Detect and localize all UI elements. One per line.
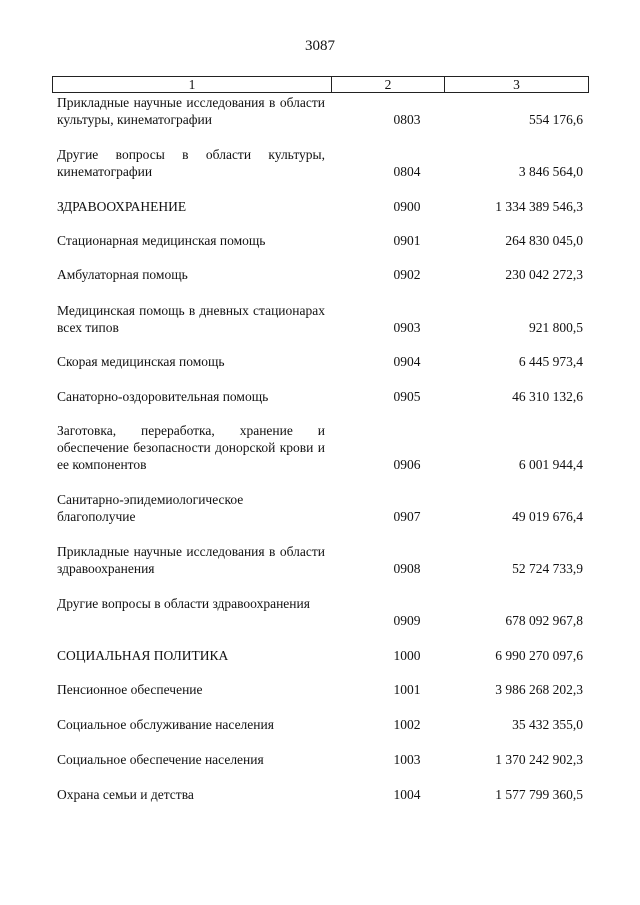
row-code: 1003 <box>393 752 421 767</box>
row-code: 0908 <box>393 561 421 576</box>
row-code: 0909 <box>393 613 421 628</box>
row-code: 0906 <box>393 457 421 472</box>
row-amount: 554 176,6 <box>529 112 583 127</box>
row-name: ЗДРАВООХРАНЕНИЕ <box>57 199 187 214</box>
row-amount: 1 577 799 360,5 <box>495 787 583 802</box>
row-amount: 264 830 045,0 <box>505 233 583 248</box>
row-amount: 35 432 355,0 <box>512 717 583 732</box>
header-col-3: 3 <box>513 77 520 92</box>
row-code: 1002 <box>393 717 421 732</box>
row-name: Другие вопросы в области культуры, кинематографии <box>57 147 325 179</box>
row-code: 0904 <box>393 354 421 369</box>
row-code: 0902 <box>393 267 421 282</box>
row-amount: 921 800,5 <box>529 320 583 335</box>
header-col-2: 2 <box>332 77 445 92</box>
row-amount: 1 334 389 546,3 <box>495 199 583 214</box>
row-code: 0900 <box>393 199 421 214</box>
row-code: 0903 <box>393 320 421 335</box>
row-code: 0905 <box>393 389 421 404</box>
row-name: Охрана семьи и детства <box>57 787 194 802</box>
row-name: Амбулаторная помощь <box>57 267 188 282</box>
row-code: 1000 <box>393 648 421 663</box>
header-col-1: 1 <box>53 77 332 92</box>
row-amount: 49 019 676,4 <box>512 509 583 524</box>
row-amount: 6 990 270 097,6 <box>495 648 583 663</box>
row-name: Прикладные научные исследования в области культуры, кинематографии <box>57 95 325 127</box>
row-name: Прикладные научные исследования в области здравоохранения <box>57 544 325 576</box>
row-amount: 678 092 967,8 <box>505 613 583 628</box>
row-code: 0804 <box>393 164 421 179</box>
row-name: Санаторно-оздоровительная помощь <box>57 389 269 404</box>
row-name: СОЦИАЛЬНАЯ ПОЛИТИКА <box>57 648 229 663</box>
row-name: Пенсионное обеспечение <box>57 682 203 697</box>
row-code: 0901 <box>393 233 421 248</box>
row-name: Медицинская помощь в дневных стационарах всех типов <box>57 303 325 335</box>
row-amount: 6 445 973,4 <box>518 354 583 369</box>
row-amount: 1 370 242 902,3 <box>495 752 583 767</box>
row-name: Скорая медицинская помощь <box>57 354 225 369</box>
row-amount: 6 001 944,4 <box>518 457 583 472</box>
row-name: Другие вопросы в области здравоохранения <box>57 596 310 611</box>
row-name: Стационарная медицинская помощь <box>57 233 266 248</box>
row-amount: 46 310 132,6 <box>512 389 583 404</box>
page-number: 3087 <box>305 38 335 54</box>
row-name: Социальное обеспечение населения <box>57 752 264 767</box>
row-code: 0907 <box>393 509 421 524</box>
row-code: 1004 <box>393 787 421 802</box>
row-code: 0803 <box>393 112 421 127</box>
row-amount: 3 986 268 202,3 <box>495 682 583 697</box>
table-header <box>52 76 589 93</box>
row-name: Заготовка, переработка, хранение и обеспечение безопасности донорской крови и ее компонентов <box>57 423 325 472</box>
row-amount: 230 042 272,3 <box>505 267 583 282</box>
row-amount: 3 846 564,0 <box>518 164 583 179</box>
row-name: Санитарно-эпидемиологическое благополучие <box>57 492 244 524</box>
row-name: Социальное обслуживание населения <box>57 717 274 732</box>
row-code: 1001 <box>393 682 421 697</box>
row-amount: 52 724 733,9 <box>512 561 583 576</box>
